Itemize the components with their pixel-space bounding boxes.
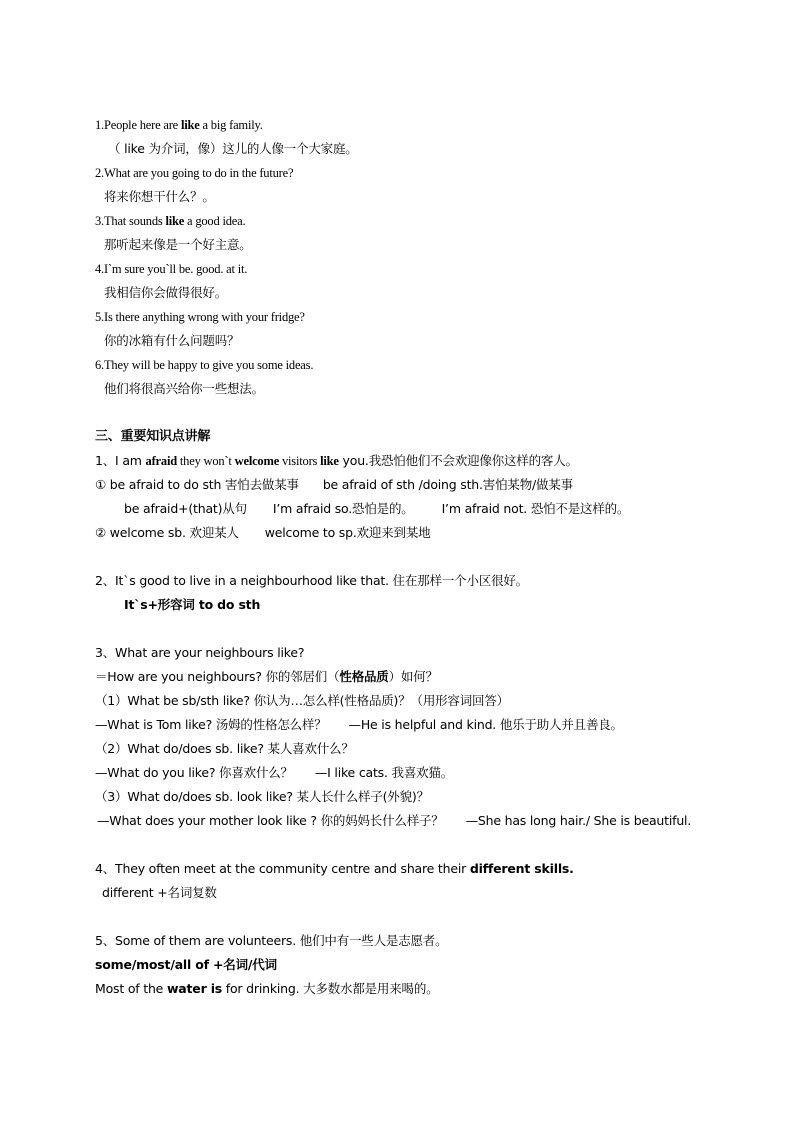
sentence-5: 5.Is there anything wrong with your fridge? [95, 310, 305, 324]
example-1-answer: —He is helpful and kind. 他乐于助人并且善良。 [348, 717, 623, 732]
sentence-4-translation: 我相信你会做得很好。 [104, 285, 228, 300]
point-1-part-e: visitors [279, 454, 321, 468]
sentence-2-translation: 将来你想干什么？。 [104, 189, 215, 204]
sentence-6-translation: 他们将很高兴给你一些想法。 [104, 381, 264, 396]
rule-afraid-to-do: ① be afraid to do sth 害怕去做某事 [95, 477, 299, 492]
sentence-3 [95, 213, 245, 229]
example-2-question: —What do you like? 你喜欢什么？ [95, 765, 293, 780]
sentence-1-translation: （ like 为介词，像）这儿的人像一个大家庭。 [108, 141, 358, 156]
point-3-usage-1: （1）What be sb/sth like? 你认为…怎么样(性格品质)？（用形容词回答） [95, 693, 509, 708]
sentence-1-bold: like [180, 118, 200, 132]
point-1-rule-1 [95, 477, 573, 493]
point-1-rule-2 [124, 501, 629, 517]
rule-afraid-so: I’m afraid so.恐怕是的。 [272, 501, 414, 516]
point-3-alt [95, 669, 438, 685]
rule-welcome-to: welcome to sp.欢迎来到某地 [264, 525, 431, 540]
point-2-pattern: It`s+形容词 to do sth [124, 597, 261, 612]
sentence-3-part-a: 3.That sounds [95, 214, 166, 228]
point-1-part-c: they won`t [176, 454, 235, 468]
rule-afraid-that: be afraid+(that)从句 [124, 501, 247, 516]
point-3-usage-3: （3）What do/does sb. look like? 某人长什么样子(外貌)？ [95, 789, 429, 804]
sentence-1-part-c: a big family. [199, 118, 263, 132]
sentence-2: 2.What are you going to do in the future? [95, 166, 294, 180]
example-2-answer: —I like cats. 我喜欢猫。 [314, 765, 454, 780]
point-2: 2、It`s good to live in a neighbourhood like that. 住在那样一个小区很好。 [95, 573, 528, 588]
rule-afraid-of: be afraid of sth /doing sth.害怕某物/做某事 [322, 477, 573, 492]
point-3: 3、What are your neighbours like? [95, 645, 305, 660]
point-3-example-1 [95, 717, 623, 733]
example-1-question: —What is Tom like? 汤姆的性格怎么样？ [95, 717, 327, 732]
point-3-usage-2: （2）What do/does sb. like? 某人喜欢什么？ [95, 741, 354, 756]
example-3-question: —What does your mother look like ? 你的妈妈长什么样子？ [97, 813, 444, 828]
example-3-answer: —She has long hair./ She is beautiful. [465, 813, 692, 828]
section-heading: 三、重要知识点讲解 [95, 429, 211, 444]
point-3-alt-part-1: ＝How are you neighbours? 你的邻居们（ [95, 669, 340, 684]
sentence-1-part-a: 1.People here are [95, 118, 181, 132]
sentence-5-translation: 你的冰箱有什么问题吗？ [104, 333, 240, 348]
sentence-3-translation: 那听起来像是一个好主意。 [104, 237, 252, 252]
point-4 [95, 861, 574, 877]
point-5-example [95, 981, 438, 997]
point-1 [95, 453, 578, 469]
point-1-bold-like: like [320, 454, 339, 468]
point-3-example-3 [97, 813, 691, 829]
point-1-bold-afraid: afraid [145, 454, 177, 468]
point-4-part-a: 4、They often meet at the community centre and share their [95, 861, 470, 876]
point-3-alt-part-3: ）如何？ [388, 669, 438, 684]
point-4-pattern: different +名词复数 [102, 885, 217, 900]
point-5-example-bold: water is [166, 981, 223, 996]
sentence-6: 6.They will be happy to give you some ideas. [95, 358, 314, 372]
point-5-pattern: some/most/all of +名词/代词 [95, 957, 277, 972]
point-1-rule-3 [95, 525, 430, 541]
rule-afraid-not: I’m afraid not. 恐怕不是这样的。 [441, 501, 630, 516]
sentence-4: 4.I`m sure you`ll be. good. at it. [95, 262, 248, 276]
rule-welcome-sb: ② welcome sb. 欢迎某人 [95, 525, 239, 540]
point-3-example-2 [95, 765, 453, 781]
point-5: 5、Some of them are volunteers. 他们中有一些人是志愿者。 [95, 933, 448, 948]
sentence-1 [95, 117, 263, 133]
point-1-part-g: you.我恐怕他们不会欢迎像你这样的客人。 [338, 453, 578, 468]
point-5-example-part-3: for drinking. 大多数水都是用来喝的。 [222, 981, 439, 996]
point-3-alt-bold: 性格品质 [339, 669, 389, 684]
point-1-bold-welcome: welcome [234, 454, 280, 468]
point-4-bold: different skills. [469, 861, 574, 876]
sentence-3-bold: like [165, 214, 185, 228]
sentence-3-part-c: a good idea. [184, 214, 246, 228]
point-5-example-part-1: Most of the [95, 981, 167, 996]
point-1-part-a: 1、I am [95, 453, 146, 468]
